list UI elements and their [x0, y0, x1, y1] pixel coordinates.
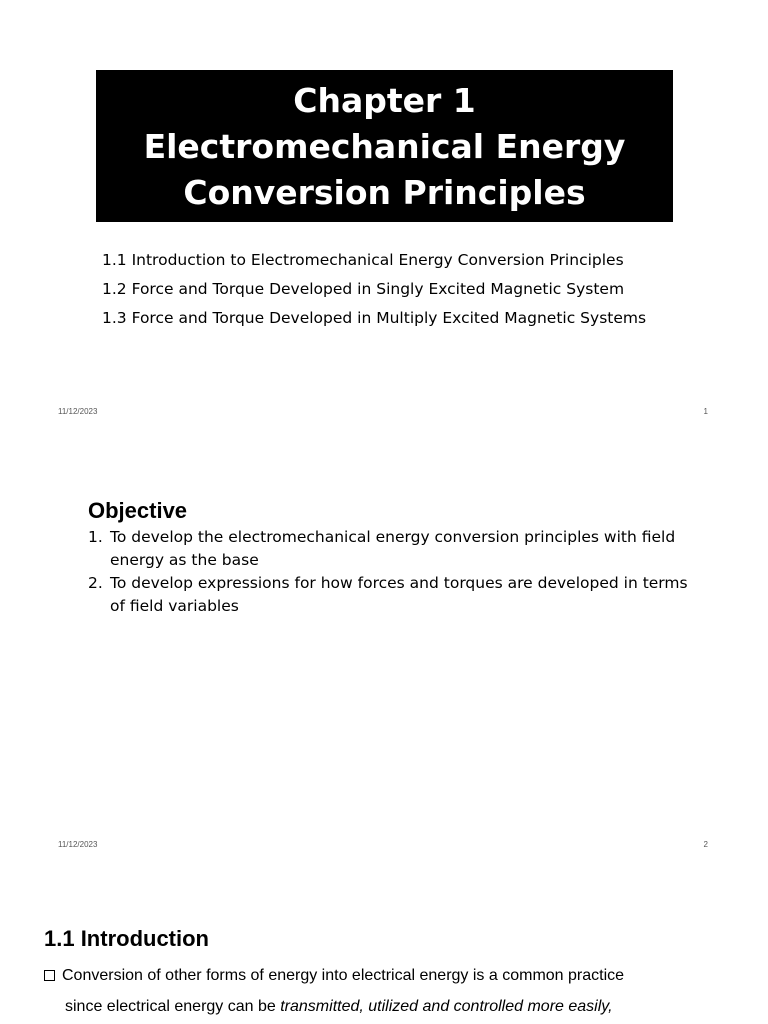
chapter-title-box	[96, 70, 673, 222]
objective-text: To develop the electromechanical energy conversion principles with field energy as the base	[110, 528, 676, 569]
intro-body	[44, 960, 734, 1022]
objective-text: To develop expressions for how forces and torques are developed in terms of field variables	[110, 574, 688, 615]
slide-1	[0, 0, 768, 432]
checkbox-bullet-icon	[44, 970, 55, 981]
title-line-2: Electromechanical Energy	[143, 127, 626, 166]
objective-number: 2.	[88, 574, 103, 592]
page-number: 2	[703, 840, 708, 849]
intro-italic-text: transmitted, utilized and controlled more easily,	[280, 998, 613, 1015]
toc-item: 1.2 Force and Torque Developed in Singly Excited Magnetic System	[102, 280, 625, 298]
intro-text: since electrical energy can be	[65, 998, 281, 1015]
toc-item: 1.3 Force and Torque Developed in Multiply Excited Magnetic Systems	[102, 309, 647, 327]
intro-text: Conversion of other forms of energy into electrical energy is a common practice	[62, 967, 625, 984]
intro-line-2	[44, 991, 734, 1022]
intro-line-1	[44, 960, 734, 991]
objective-item	[88, 572, 698, 618]
objective-heading: Objective	[88, 498, 188, 523]
intro-heading: 1.1 Introduction	[44, 926, 209, 951]
slide-3	[0, 864, 768, 1024]
slide-2	[0, 432, 768, 864]
objective-number: 1.	[88, 528, 103, 546]
objective-item	[88, 526, 698, 572]
title-line-3: Conversion Principles	[183, 173, 586, 212]
table-of-contents	[102, 248, 646, 335]
objective-list	[88, 526, 698, 618]
footer-date: 11/12/2023	[58, 407, 98, 416]
page-number: 1	[703, 407, 708, 416]
title-line-1: Chapter 1	[293, 81, 476, 120]
toc-item: 1.1 Introduction to Electromechanical Energy Conversion Principles	[102, 251, 624, 269]
footer-date: 11/12/2023	[58, 840, 98, 849]
